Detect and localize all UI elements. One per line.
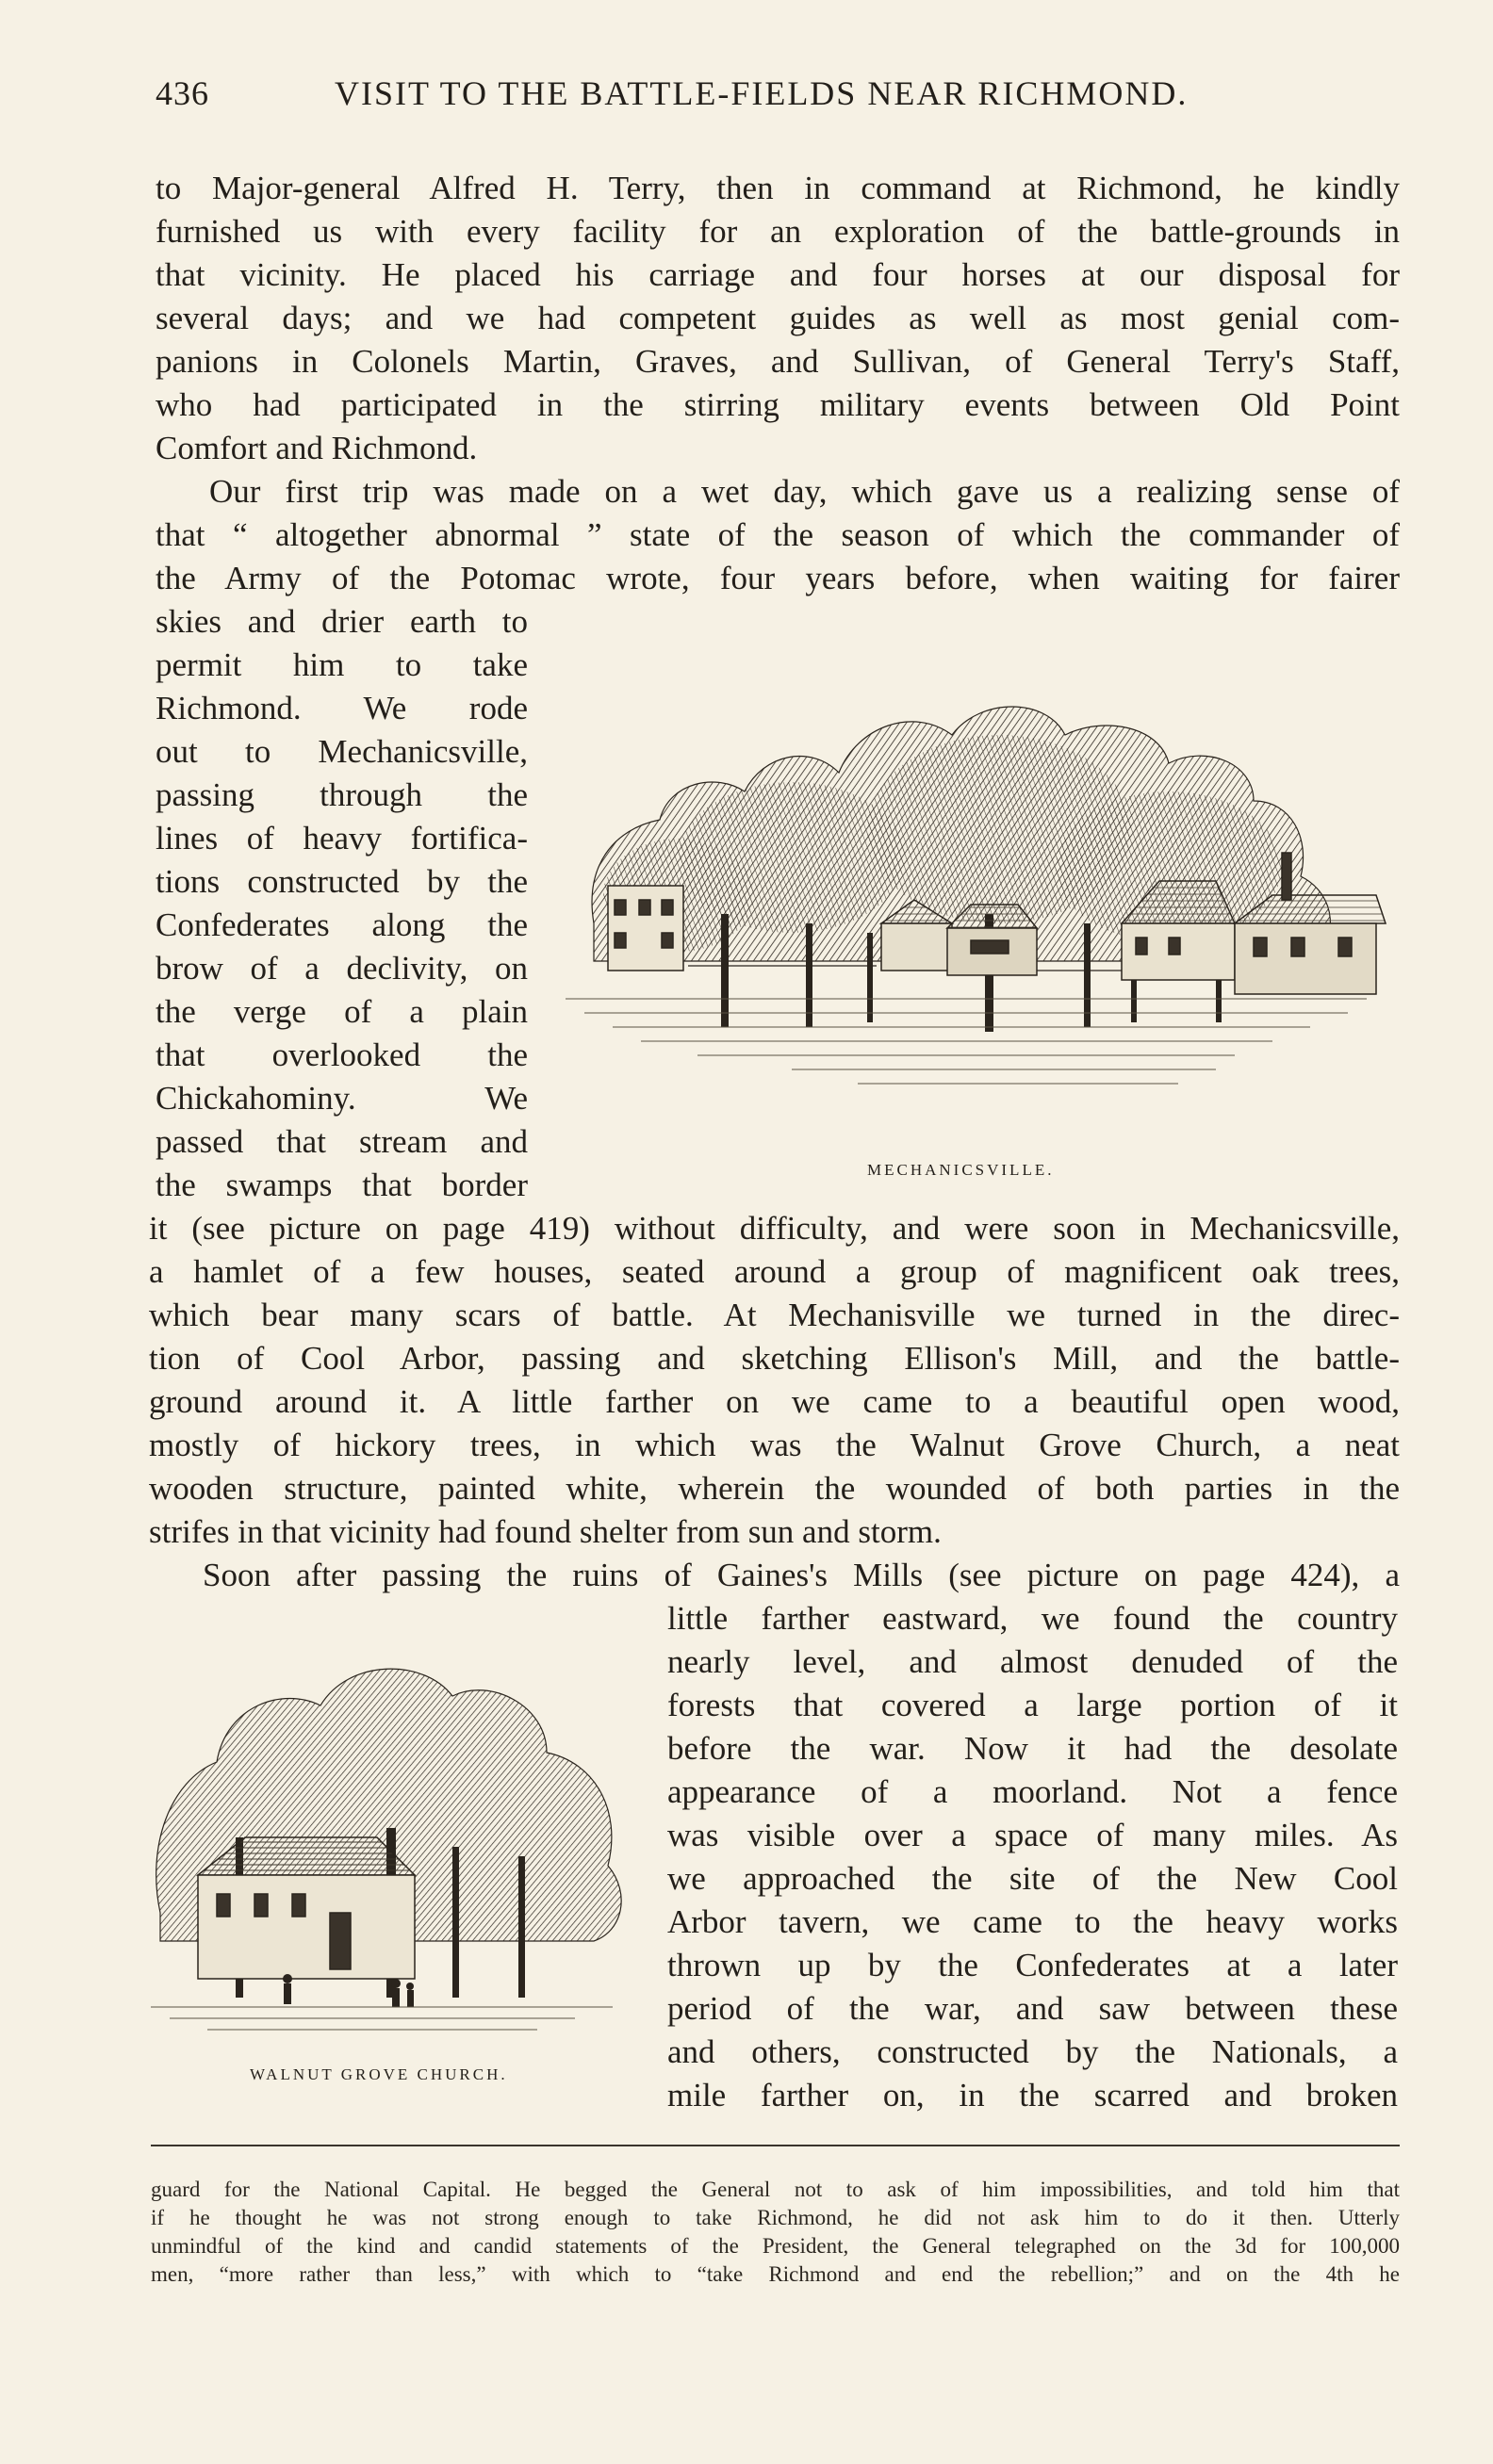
text-line: Chickahominy. We [156,1080,528,1117]
text-line: was visible over a space of many miles. As [667,1817,1398,1853]
text-line: Arbor tavern, we came to the heavy works [667,1903,1398,1940]
text-line: that “ altogether abnormal ” state of the season of which the commander of [156,516,1400,553]
text-line: several days; and we had competent guides as well as most genial com- [156,300,1400,336]
footnote-line: unmindful of the kind and candid statements of the President, the General telegraphed on the 3d for 100,000 [151,2234,1400,2258]
text-line: wooden structure, painted white, wherein the wounded of both parties in the [149,1470,1400,1507]
text-line: strifes in that vicinity had found shelter from sun and storm. [149,1513,942,1550]
text-line: ground around it. A little farther on we came to a beautiful open wood, [149,1383,1400,1420]
running-title: VISIT TO THE BATTLE-FIELDS NEAR RICHMOND. [335,74,1189,112]
text-line: Our first trip was made on a wet day, which gave us a realizing sense of [209,473,1400,510]
page-header [156,73,1400,121]
text-line: brow of a declivity, on [156,950,528,987]
text-line: Comfort and Richmond. [156,430,478,466]
mechanicsville-illustration [556,641,1395,1131]
text-line: who had participated in the stirring military events between Old Point [156,386,1400,423]
text-line: out to Mechanicsville, [156,733,528,770]
text-line: a hamlet of a few houses, seated around a group of magnificent oak trees, [149,1253,1400,1290]
text-line: skies and drier earth to [156,603,528,640]
text-line: furnished us with every facility for an exploration of the battle-grounds in [156,213,1400,250]
footnote-line: guard for the National Capital. He begged the General not to ask of him impossibilities, and told him that [151,2178,1400,2201]
text-line: mostly of hickory trees, in which was the Walnut Grove Church, a neat [149,1427,1400,1463]
text-line: thrown up by the Confederates at a later [667,1947,1398,1983]
text-line: the swamps that border [156,1167,528,1203]
text-line: mile farther on, in the scarred and broken [667,2077,1398,2113]
text-line: Richmond. We rode [156,690,528,726]
text-line: little farther eastward, we found the country [667,1600,1398,1637]
text-line: appearance of a moorland. Not a fence [667,1773,1398,1810]
figure-caption-walnut-grove-church: WALNUT GROVE CHURCH. [250,2065,508,2083]
text-line: panions in Colonels Martin, Graves, and Sullivan, of General Terry's Staff, [156,343,1400,380]
text-line: the Army of the Potomac wrote, four years before, when waiting for fairer [156,560,1400,596]
page-number: 436 [156,74,209,112]
text-line: that overlooked the [156,1036,528,1073]
text-line: which bear many scars of battle. At Mechanisville we turned in the direc- [149,1297,1400,1333]
text-line: passed that stream and [156,1123,528,1160]
text-line: we approached the site of the New Cool [667,1860,1398,1897]
text-line: and others, constructed by the Nationals, a [667,2033,1398,2070]
footnote-line: if he thought he was not strong enough to take Richmond, he did not ask him to do it then. Utterly [151,2206,1400,2229]
text-line: that vicinity. He placed his carriage and four horses at our disposal for [156,256,1400,293]
text-line: tions constructed by the [156,863,528,900]
text-line: passing through the [156,776,528,813]
text-line: the verge of a plain [156,993,528,1030]
text-line: Soon after passing the ruins of Gaines's Mills (see picture on page 424), a [203,1557,1400,1593]
text-line: period of the war, and saw between these [667,1990,1398,2027]
text-line: Confederates along the [156,906,528,943]
footnote-line: men, “more rather than less,” with which to “take Richmond and end the rebellion;” and on the 4th he [151,2262,1400,2286]
text-line: forests that covered a large portion of it [667,1687,1398,1723]
walnut-grove-church-illustration [141,1602,641,2045]
text-line: nearly level, and almost denuded of the [667,1643,1398,1680]
text-line: permit him to take [156,646,528,683]
text-line: it (see picture on page 419) without difficulty, and were soon in Mechanicsville, [149,1210,1400,1247]
text-line: before the war. Now it had the desolate [667,1730,1398,1767]
text-line: to Major-general Alfred H. Terry, then in command at Richmond, he kindly [156,170,1400,206]
figure-caption-mechanicsville: MECHANICSVILLE. [867,1161,1055,1179]
text-line: lines of heavy fortifica- [156,820,528,857]
footnote-rule [151,2145,1400,2146]
text-line: tion of Cool Arbor, passing and sketching Ellison's Mill, and the battle- [149,1340,1400,1377]
